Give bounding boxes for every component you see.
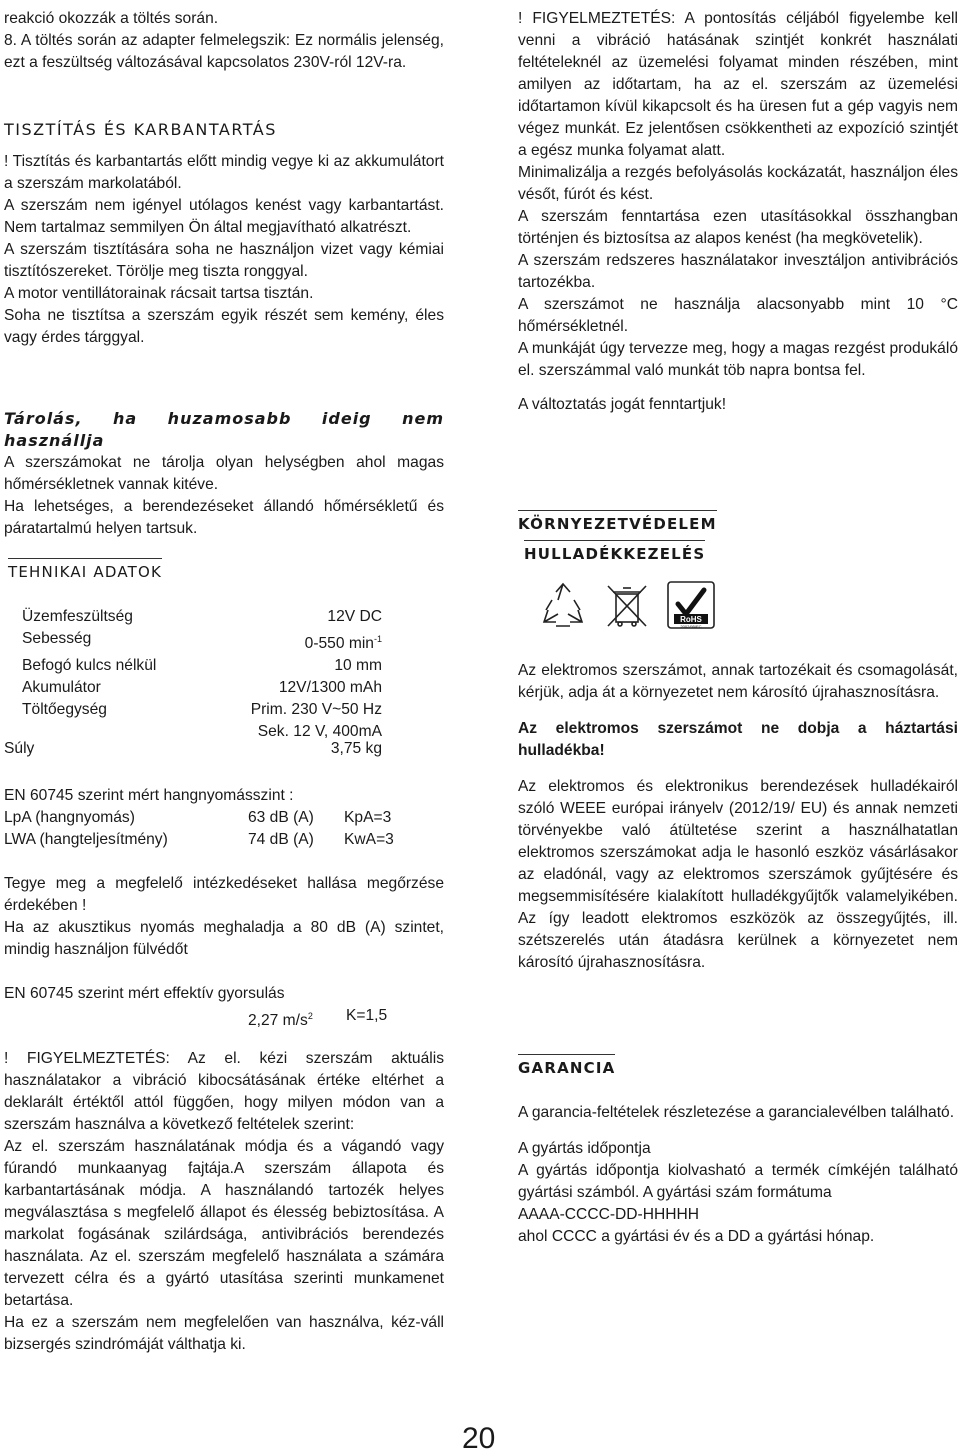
tech-heading: TEHNIKAI ADATOK [8, 563, 163, 581]
noise-title: EN 60745 szerint mért hangnyomásszint : [4, 787, 294, 804]
env-paragraph: Az elektromos szerszámot, annak tartozékait és csomagolását, kérjük, adja át a környezetet nem károsító újrahasznosításra. [518, 662, 958, 701]
cleaning-section [4, 120, 444, 349]
storage-heading: Tárolás, ha huzamosabb ideig nem használlja [4, 409, 444, 450]
intro-block [4, 8, 444, 74]
guarantee-heading-box [518, 1054, 615, 1078]
warning-paragraph: A szerszám redszeres használatakor invesztáljon antivibrációs tartozékba. [518, 252, 958, 291]
weight-label: Súly [4, 740, 35, 757]
spec-row [22, 628, 382, 655]
guarantee-heading: GARANCIA [518, 1059, 616, 1077]
waste-heading: HULLADÉKKEZELÉS [524, 545, 706, 563]
spec-label: Töltőegység [22, 701, 107, 719]
spec-row [22, 655, 382, 677]
warning-paragraph: A munkáját úgy tervezze meg, hogy a magas rezgést produkáló el. szerszámmal való munkát töb napra bontsa fel. [518, 340, 958, 379]
spec-row [22, 677, 382, 699]
weee-paragraph: Az elektromos és elektronikus berendezések hulladékairól szóló WEEE európai irányelv (2012/19/ EU) és annak nemzeti törvényekbe való átültetése szerint a használhatatlan elektromos szerszámokat adja le hasonló eszköz vásárlásakor az eladónál, vagy az elektromos szerszámok gyűjtésére és megsemmisítésére kialakított hulladékgyűjtők valamelyikében. Az így leadott elektromos eszközök az összegyűjtés, ill. szétszerelés után átadásra kerülnek a környezetet nem károsító újrahasznosításra. [518, 778, 958, 971]
noise-row [4, 807, 444, 829]
cleaning-heading: TISZTÍTÁS ÉS KARBANTARTÁS [4, 120, 277, 139]
rohs-icon [666, 580, 716, 630]
vibration-sup: 2 [307, 1011, 313, 1021]
spec-sup: -1 [373, 634, 382, 644]
date-explanation: ahol CCCC a gyártási év és a DD a gyártási hónap. [518, 1228, 875, 1245]
right-warning-block [518, 8, 958, 416]
spec-value: 12V/1300 mAh [278, 679, 382, 697]
cleaning-paragraph: A szerszám tisztítására soha ne használjon vizet vagy kémiai tisztítószereket. Törölje meg tiszta ronggyal. [4, 241, 444, 280]
date-paragraph: A gyártás időpontja kiolvasható a termék címkéjén található gyártási számból. A gyártási szám formátuma [518, 1162, 958, 1201]
storage-paragraph: A szerszámokat ne tárolja olyan helységben ahol magas hőmérsékletnek vannak kitéve. [4, 454, 444, 493]
intro-line: 8. A töltés során az adapter felmelegszik: Ez normális jelenség, ezt a feszültség változásával kapcsolatos 230V-ról 12V-ra. [4, 32, 444, 71]
spec-row [22, 606, 382, 628]
env-heading-box [518, 510, 717, 534]
warning-paragraph: ! FIGYELMEZTETÉS: A pontosítás céljából figyelembe kell venni a vibráció hatásának szintjét konkrét használati feltételeknél az üzemelési folyamat minden részében, mint amilyen az időtartam, ha az el. szerszám az üzemelési időtartamon kívül kikapcsolt és ha üresen fut a gép vagyis nem végez munkát. Ez jelentősen csökkentheti az expozíció szintjét a egész munka folyamat alatt. [518, 10, 958, 159]
rohs-label: RoHS [680, 615, 702, 624]
page-number: 20 [462, 1422, 496, 1455]
noise-label: LWA (hangteljesítmény) [4, 831, 168, 848]
spec-value: 0-550 min [304, 635, 374, 653]
storage-paragraph: Ha lehetséges, a berendezéseket állandó hőmérsékletű és páratartalmú helyen tartsuk. [4, 498, 444, 537]
noise-row [4, 829, 444, 851]
spec-value: Prim. 230 V~50 Hz [250, 701, 382, 719]
waste-heading-box [524, 540, 705, 564]
weight-row [4, 738, 382, 760]
spec-label: Befogó kulcs nélkül [22, 657, 157, 675]
env-heading: KÖRNYEZETVÉDELEM [518, 515, 717, 533]
spec-label: Üzemfeszültség [22, 608, 133, 625]
warning-paragraph: Ha ez a szerszám nem megfelelően van használva, kéz-váll bizsergés szindrómáját válthatja ki. [4, 1314, 444, 1353]
cleaning-paragraph: A szerszám nem igényel utólagos kenést vagy karbantartást. Nem tartalmaz semmilyen Ön által megjavítható alkatrészt. [4, 197, 444, 236]
noise-block [4, 785, 444, 851]
noise-label: LpA (hangnyomás) [4, 809, 135, 826]
rights-text: A változtatás jogát fenntartjuk! [518, 396, 727, 413]
date-title: A gyártás időpontja [518, 1140, 651, 1157]
noise-k: KwA=3 [344, 831, 394, 848]
cleaning-paragraph: Soha ne tisztítsa a szerszám egyik részét sem kemény, éles vagy érdes tárggyal. [4, 307, 444, 346]
recycle-icon [538, 580, 588, 630]
rohs-sub: 2002/95/EC [680, 624, 702, 629]
vibration-k: K=1,5 [346, 1007, 388, 1024]
env-bold-paragraph: Az elektromos szerszámot ne dobja a háztartási hulladékba! [518, 720, 958, 759]
tech-heading-box [8, 558, 162, 582]
spec-label: Sebesség [22, 630, 92, 647]
vibration-value: 2,27 m/s [248, 1012, 308, 1030]
warning-paragraph: Az el. szerszám használatának módja és a vágandó vagy fúrandó munkaanyag fajtája.A szerszám állapota és karbantartásának módja. A használandó tartozék helyes megválasztása s megfelelő állapot és élesség bebiztosítása. A markolat fogásának szilárdsága, antivibrációs berendezés használata. Az el. szerszám megfelelő használata a számára tervezett célra és a gyártó utasítása szerinti munkamenet betartása. [4, 1138, 444, 1309]
warning-paragraph: ! FIGYELMEZTETÉS: Az el. kézi szerszám aktuális használatakor a vibráció kibocsátásának értéke eltérhet a deklarált értéktől attól függően, hogy milyen módon van a szerszám használva a következő feltételek szerint: [4, 1050, 444, 1133]
warning-paragraph: A szerszám fenntartása ezen utasításokkal összhangban történjen és biztosítsa az alapos kenést (ha megkövetelik). [518, 208, 958, 247]
warning-block [4, 1048, 444, 1356]
vibration-block [4, 983, 444, 1029]
env-text-block [518, 660, 958, 974]
noise-k: KpA=3 [344, 809, 392, 826]
env-icons [538, 580, 716, 630]
cleaning-paragraph: ! Tisztítás és karbantartás előtt mindig vegye ki az akkumulátort a szerszám markolatából. [4, 153, 444, 192]
spec-value: Sek. 12 V, 400mA [257, 723, 382, 741]
spec-value: 12V DC [327, 608, 382, 625]
hearing-paragraph: Ha az akusztikus nyomás meghaladja a 80 dB (A) szintet, mindig használjon fülvédőt [4, 919, 444, 958]
spec-label: Akumulátor [22, 679, 101, 697]
vibration-title: EN 60745 szerint mért effektív gyorsulás [4, 985, 285, 1002]
warning-paragraph: Minimalizálja a rezgés befolyásolás kockázatát, használjon éles vésőt, fúrót és kést. [518, 164, 958, 203]
guarantee-paragraph: A garancia-feltételek részletezése a garancialevélben található. [518, 1104, 955, 1121]
storage-section [4, 408, 444, 540]
hearing-paragraph: Tegye meg a megfelelő intézkedéseket hallása megőrzése érdekében ! [4, 875, 444, 914]
noise-value: 63 dB (A) [248, 809, 314, 826]
intro-line: reakció okozzák a töltés során. [4, 10, 219, 27]
date-format: AAAA-CCCC-DD-HHHHH [518, 1206, 700, 1223]
guarantee-block [518, 1102, 958, 1248]
spec-row [22, 699, 382, 721]
spec-value: 10 mm [334, 657, 382, 675]
specs-table [22, 606, 382, 743]
warning-paragraph: A szerszámot ne használja alacsonyabb mint 10 °C hőmérsékletnél. [518, 296, 958, 335]
crossed-bin-icon [602, 580, 652, 630]
cleaning-paragraph: A motor ventillátorainak rácsait tartsa tisztán. [4, 285, 314, 302]
hearing-block [4, 873, 444, 961]
weight-value: 3,75 kg [330, 740, 382, 757]
noise-value: 74 dB (A) [248, 831, 314, 848]
